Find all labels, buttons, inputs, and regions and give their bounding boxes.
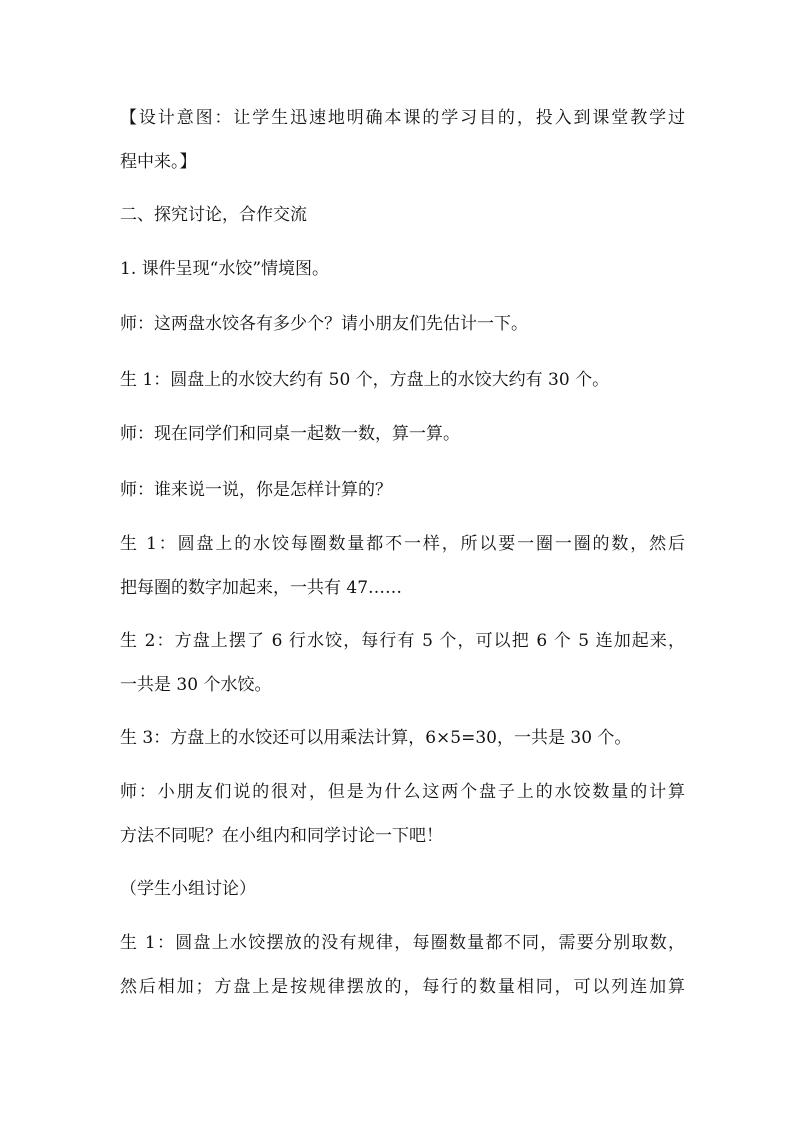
paragraph-student2-square [120, 625, 685, 701]
paragraph-student3-multiply [120, 722, 685, 754]
text-line: 一共是 30 个水饺。 [120, 675, 272, 695]
paragraph-student1-summary [120, 927, 685, 1003]
text-line: 方法不同呢？在小组内和同学讨论一下吧！ [120, 826, 443, 846]
text-line: 二、探究讨论，合作交流 [120, 205, 307, 225]
text-line: 1. 课件呈现“水饺”情境图。 [120, 259, 330, 279]
text-line: 把每圈的数字加起来，一共有 47…… [120, 578, 403, 598]
text-line: 师：小朋友们说的很对，但是为什么这两个盘子上的水饺数量的计算 [120, 782, 685, 802]
paragraph-courseware [120, 253, 685, 285]
paragraph-teacher-how [120, 474, 685, 506]
text-line: 【设计意图：让学生迅速地明确本课的学习目的，投入到课堂教学过 [120, 108, 685, 128]
paragraph-student1-round [120, 528, 685, 604]
text-line: 生 3：方盘上的水饺还可以用乘法计算，6×5=30，一共是 30 个。 [120, 728, 632, 748]
text-line: 师：这两盘水饺各有多少个？请小朋友们先估计一下。 [120, 314, 528, 334]
text-line: 程中来。】 [120, 152, 197, 172]
paragraph-group-discussion [120, 873, 685, 905]
text-line: 生 2：方盘上摆了 6 行水饺，每行有 5 个，可以把 6 个 5 连加起来， [120, 631, 685, 651]
paragraph-teacher-question [120, 308, 685, 340]
text-line: 生 1：圆盘上的水饺大约有 50 个，方盘上的水饺大约有 30 个。 [120, 370, 610, 390]
paragraph-design-intent [120, 102, 685, 178]
section-heading [120, 199, 685, 231]
text-line: 生 1：圆盘上水饺摆放的没有规律，每圈数量都不同，需要分别取数， [120, 933, 685, 953]
text-line: 然后相加；方盘上是按规律摆放的，每行的数量相同，可以列连加算 [120, 977, 685, 997]
paragraph-teacher-count [120, 418, 685, 450]
text-line: 师：谁来说一说，你是怎样计算的？ [120, 480, 392, 500]
text-line: 师：现在同学们和同桌一起数一数，算一算。 [120, 424, 460, 444]
paragraph-student-estimate [120, 364, 685, 396]
text-line: （学生小组讨论） [120, 879, 256, 899]
text-line: 生 1：圆盘上的水饺每圈数量都不一样，所以要一圈一圈的数，然后 [120, 534, 685, 554]
paragraph-teacher-discuss [120, 776, 685, 852]
